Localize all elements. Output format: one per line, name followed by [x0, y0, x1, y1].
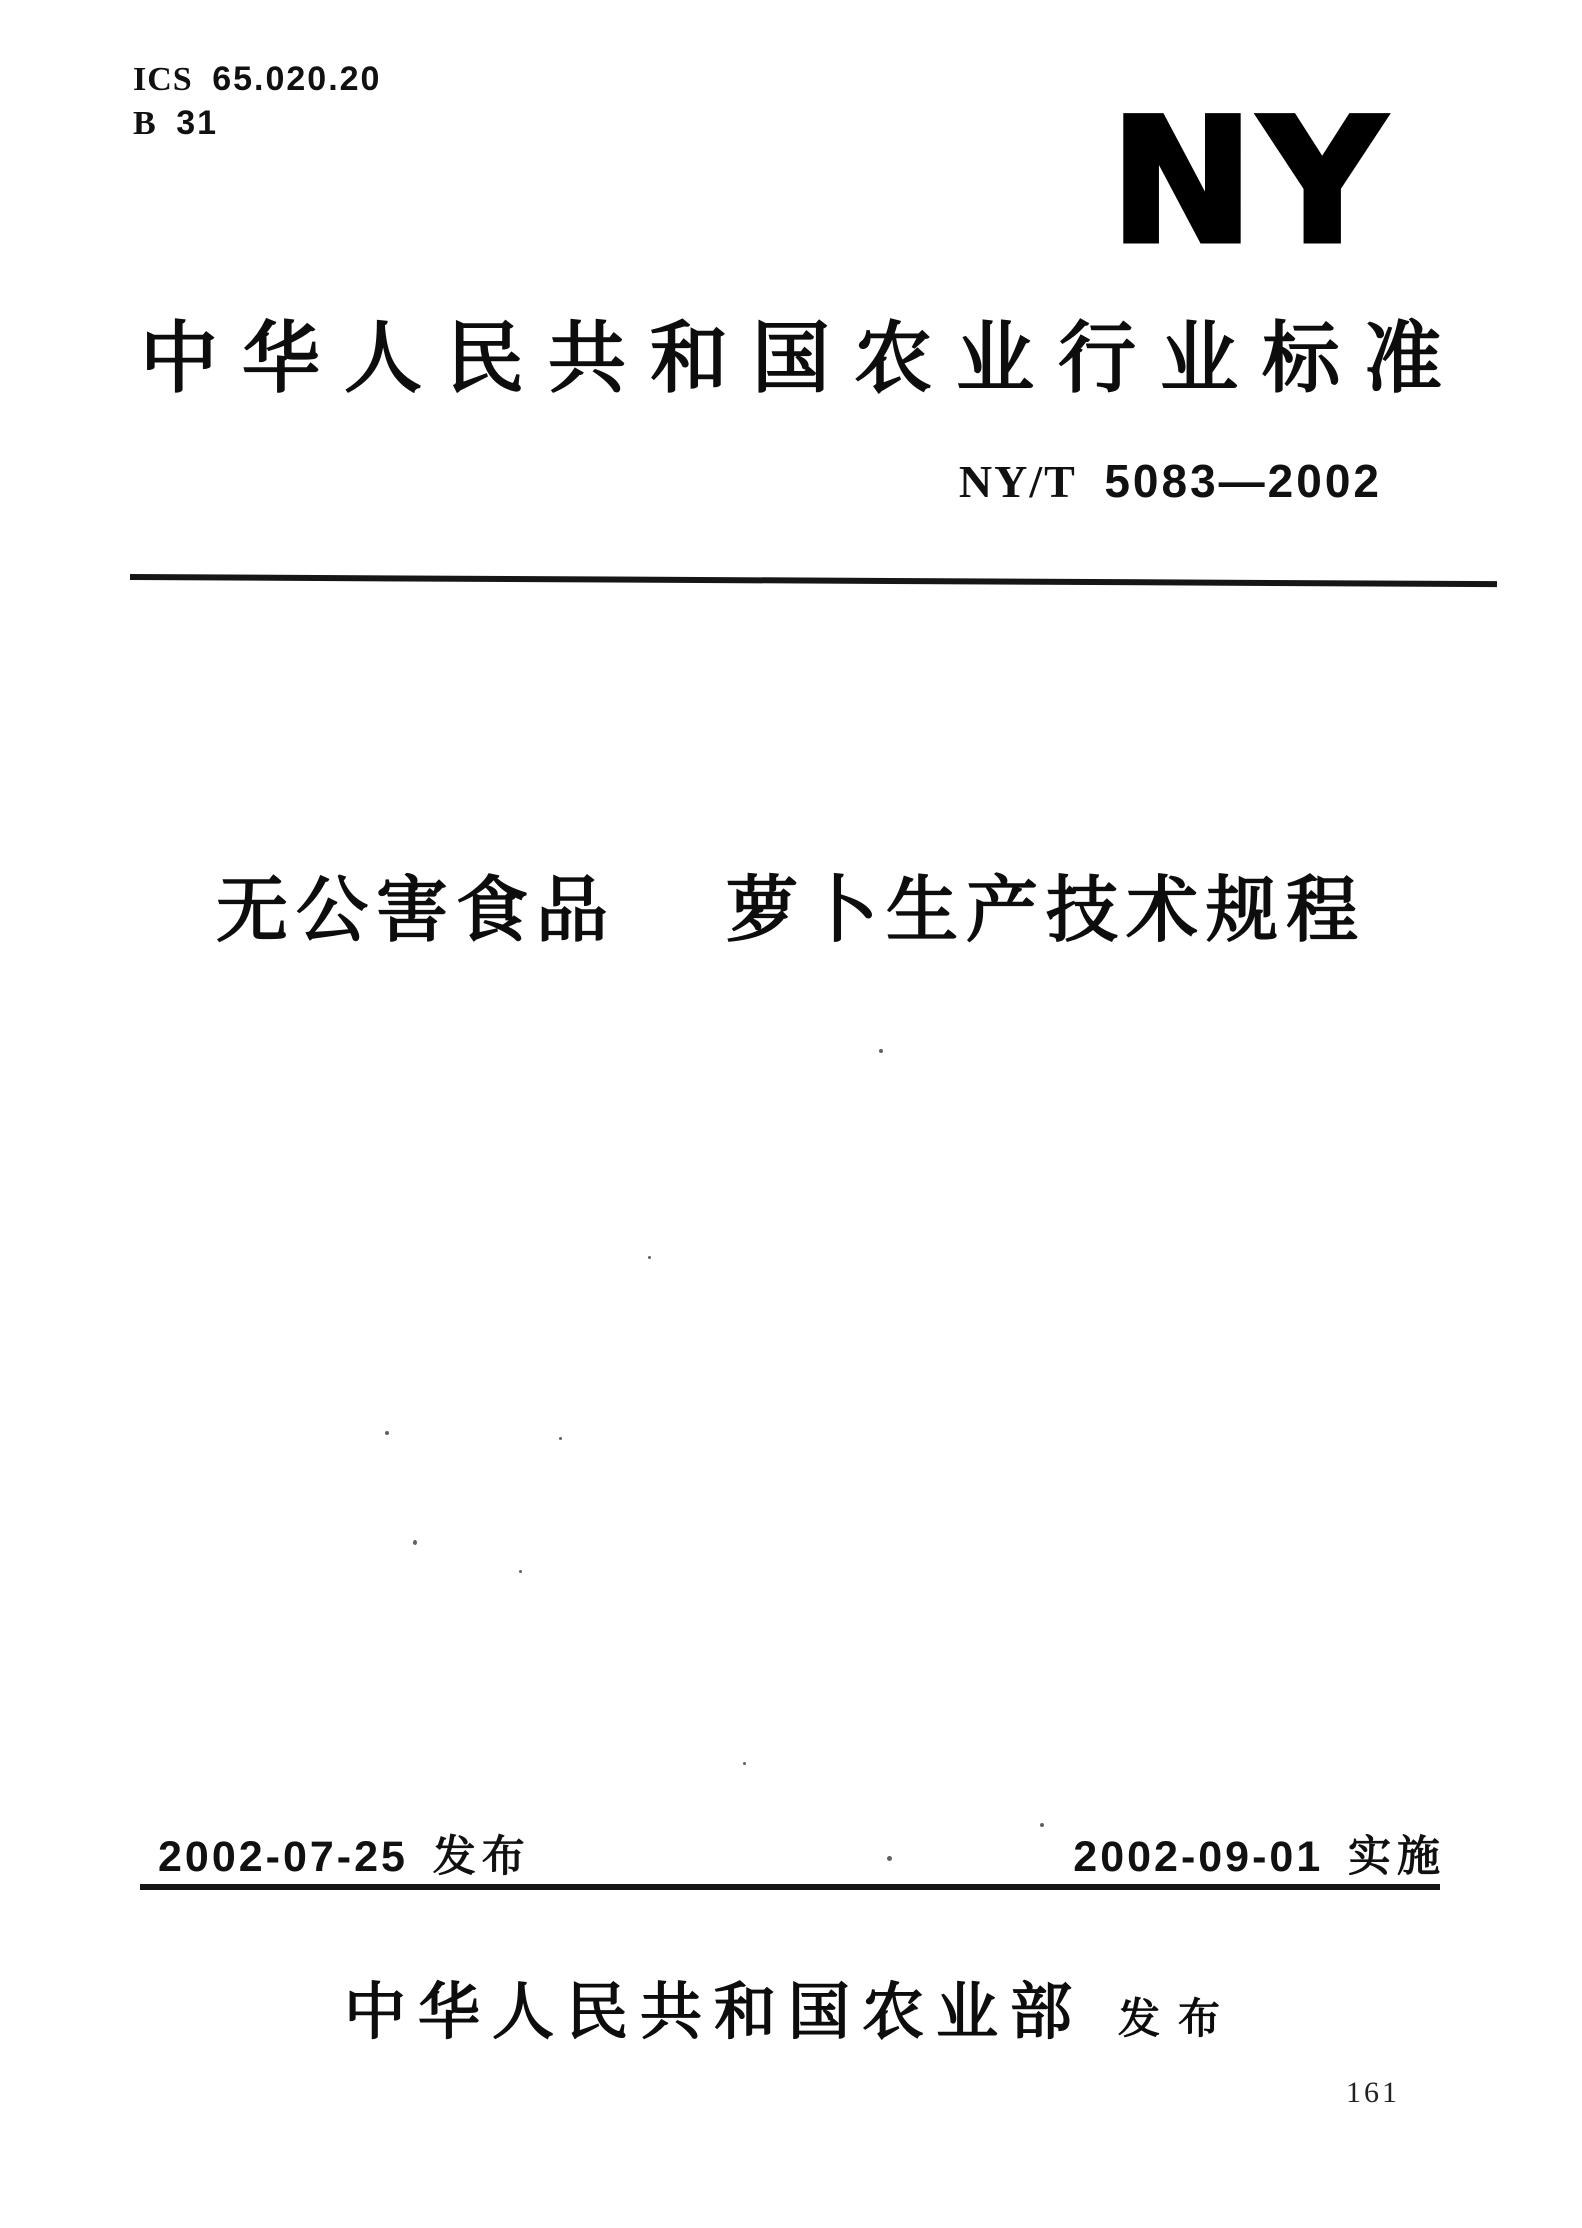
footer-divider-rule — [140, 1884, 1440, 1890]
scan-speck — [385, 1431, 389, 1435]
publisher-name: 中华人民共和国农业部 — [343, 1979, 1084, 2047]
header-divider-rule — [130, 574, 1497, 587]
implementation-date-line — [1073, 1834, 1446, 1881]
ics-code-line — [133, 60, 381, 99]
document-title-part2: 萝卜生产技术规程 — [726, 871, 1367, 951]
standard-code-prefix: NY/T — [958, 456, 1077, 507]
scan-speck — [879, 1049, 883, 1053]
scan-speck — [559, 1437, 562, 1440]
scan-speck — [519, 1570, 522, 1573]
page-number: 161 — [1346, 2076, 1400, 2109]
scan-speck — [648, 1256, 651, 1259]
standard-code — [958, 455, 1382, 507]
document-title — [0, 868, 1582, 954]
ny-standard-logo: NY — [1110, 81, 1391, 282]
classification-label: B — [133, 105, 157, 142]
document-title-part1: 无公害食品 — [215, 871, 616, 951]
ics-label: ICS — [133, 61, 193, 98]
scan-speck — [743, 1762, 746, 1765]
implementation-date-label: 实施 — [1348, 1834, 1446, 1881]
issue-date-line — [158, 1834, 531, 1881]
publisher-row — [0, 1962, 1582, 2051]
classification-code-line — [133, 104, 218, 143]
scan-speck — [413, 1540, 417, 1545]
issue-date: 2002-07-25 — [158, 1833, 408, 1881]
standard-code-number: 5083—2002 — [1104, 455, 1382, 507]
implementation-date: 2002-09-01 — [1073, 1833, 1324, 1881]
ics-number: 65.020.20 — [212, 60, 382, 98]
scan-speck — [1040, 1823, 1044, 1827]
standard-category-title: 中华人民共和国农业行业标准 — [139, 315, 1466, 402]
publisher-action-label: 发布 — [1118, 1997, 1239, 2043]
classification-number: 31 — [176, 104, 219, 142]
issue-date-label: 发布 — [432, 1834, 531, 1881]
dates-row — [158, 1834, 1446, 1881]
